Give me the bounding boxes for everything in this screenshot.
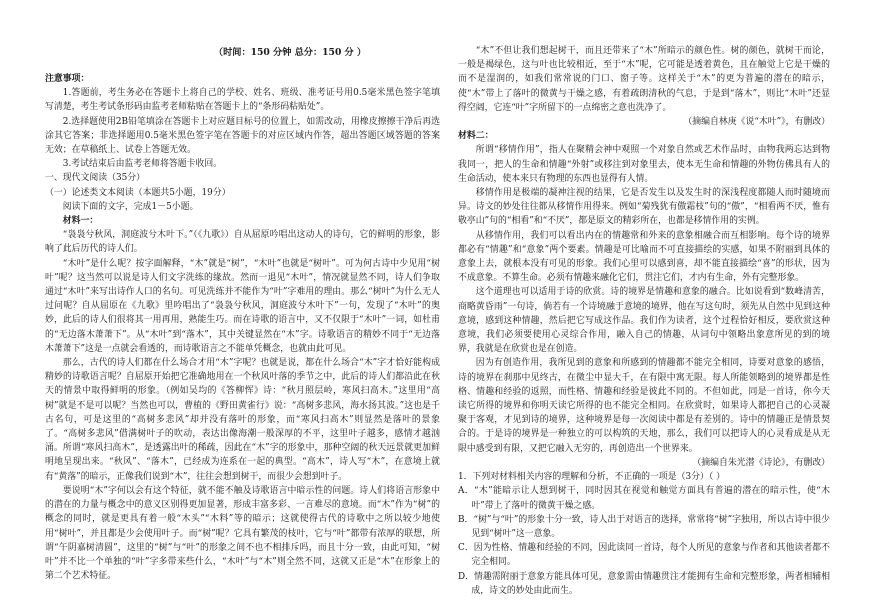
notice-item: 2.选择题使用2B铅笔填涂在答题卡上对应题目标号的位置上，如需改动，用橡皮擦擦干净后再选涂其它答案；非选择题用0.5毫米黑色签字笔在答题卡的对应区域内作答，超出答题区域答题的答案无效；在草稿纸上、试卷上答题无效。 — [45, 116, 440, 156]
article-paragraph: “木”不但让我们想起树干，而且还带来了“木”所暗示的颜色性。树的颜色，就树干而论，一般是褐绿色，这与叶也比较相近，至于“木”呢，它可能是透着黄色，且在触觉上它是干燥的而不是湿润的，如我们常常说的门口、窗子等。这样关于“木”的更为普遍的潜在的暗示，使“木”带上了落叶的微黄与干燥之感，有着疏朗清秋的气息，于是到“落木”，则比“木叶”还显得空阔，它连“叶”字所留下的一点绵密之意也洗净了。 — [458, 46, 830, 113]
article-paragraph: 从移情作用，我们可以看出内在的情趣常和外来的意象相融合而互相影响。每个诗的境界都必有“情趣”和“意象”两个要素。情趣是可比喻而不可直接描绘的实感，如果不附丽到具体的意象上去，就根本没有可见的形象。我们心里可以感到喜，却不能直接描绘“喜”的形状，因为不成意象。不算生命。必须有情趣来融化它们，贯注它们，才内有生命，外有完整形象。 — [458, 230, 830, 284]
article-paragraph: 移情作用是极端的凝神注视的结果，它是否发生以及发生时的深浅程度都随人而时随境而异。诗文的妙处往往都从移情作用得来。例如“菊残犹有傲霜枝”句的“傲”，“相看两不厌，惟有敬亭山”句的“相看”和“不厌”，都是原文的精彩所在，也都是移情作用的实例。 — [458, 188, 830, 227]
notice-title: 注意事项： — [45, 74, 90, 84]
article-paragraph: 那么，古代的诗人们都在什么场合才用“木”字呢？也就是说，都在什么场合“木”字才恰好能构成精妙的诗歌语言呢？自屈原开始把它准确地用在一个秋风叶落的季节之中，此后的诗人们都沿此在秋天的情景中取得鲜明的形象。（例如吴均的《答柳恽》诗：“秋月照层岭，寒风扫高木。”这里用“高树”就是不是可以呢？当然也可以，曹植的《野田黄雀行》说：“高树多悲风，海水扬其波。”这也是千古名句，可是这里的“高树多悲风”却并没有落叶的形象，而“寒风扫高木”则显然是落叶的景象了。“高树多悲风”借满树叶子的吹动，表达出像海潮一般深厚的不平，这里叶子越多，感情才越汹涌。所谓“寒风扫高木”，是透露出叶的稀疏，因此在“木”字的形象中，那种空阔的秋天远景就更加鲜明地呈现出来。“秋风”、“落木”，已经成为连系在一起的典型。“高木”，诗人写“木”，在意境上就有“黄落”的暗示，正像我们说到“木”，往往会想到树干，而很少会想到叶子。 — [45, 358, 440, 482]
notice-item: 3.考试结束后由监考老师将答题卡收回。 — [62, 159, 223, 170]
left-column — [45, 72, 440, 583]
time-score-line: （时间：150 分钟 总分：150 分 ） — [213, 47, 367, 58]
subsection-title: （一）论述类文本阅读（本题共5小题，19分） — [45, 187, 231, 198]
right-column — [458, 44, 830, 598]
article-paragraph: “袅袅兮秋风，洞庭波兮木叶下。”（《九歌》）自从屈原吟唱出这动人的诗句，它的鲜明的形象，影响了此后历代的诗人们。 — [45, 230, 440, 255]
option-a: A．“木”能暗示让人想到树干，同时因其在视觉和触觉方面具有普遍的潜在的暗示性，使“木叶”带上了落叶的微黄干燥之感。 — [458, 486, 830, 511]
option-d: D．情趣需附丽于意象方能具体可见，意象需由情趣贯注才能拥有生命和完整形象，两者相辅相成，诗文的妙处由此而生。 — [458, 571, 830, 596]
article-paragraph: 因为有创造作用，我所见到的意象和所感到的情趣都不能完全相同，诗要对意象的感悟，诗的境界在刹那中见终古，在微尘中显大千，在有限中寓无限。每人所能领略到的境界都是性格、情趣和经验的返照，而性格、情趣和经验是彼此不同的。不但如此，同是一首诗，你今天读它所得的境界和你明天读它所得的也不能完全相同。在欣赏时，如果诗人都把自己的心灵凝聚于客观，才见到诗的境界，这种境界是每一次阅读中都是有差别的。诗中的情趣正是情景契合的。于是诗的境界是一种独立的可以构筑的天地，那么，我们可以把诗人的心灵看成是从无限中感受到有限，又把它融入无穷的，再创造出一个世界来。 — [458, 358, 830, 454]
section-title: 一、现代文阅读（35分） — [45, 173, 146, 184]
article-paragraph: 要说明“木”字何以会有这个特征，就不能不触及诗歌语言中暗示性的问题。诗人们将语言形象中的潜在的力量与概念中的意义区别得更加显著，形成丰富多彩、一言难尽的意境。而“木”作为“树”的概念的同时，就是更具有着一般“木头”“木料”等的暗示；这就使得古代的诗歌中之所以较少地使用“树叶”，并且都是少会使用叶子。而“树”呢？它具有繁茂的枝叶，它与“叶”都带有浓厚的联想，所谓“午阴嘉树清圆”，这里的“树”与“叶”的形象之间不也不相排斥吗，而且十分一致，由此可知，“树叶”并不比一个单独的“叶”字多带来些什么，“木叶”与“木”则全然不同，这就又正是“木”在形象上的第二个艺术特征。 — [45, 485, 440, 582]
question-stem: 1．下列对材料相关内容的理解和分析，不正确的一项是（3分）（ ） — [458, 472, 726, 483]
article-paragraph: “木叶”是什么呢？按字面解释，“木”就是“树”，“木叶”也就是“树叶”。可为何古诗中少见用“树叶”呢？这当然可以说是诗人们文字洗练的缘故。然而一退见“木叶”，情况就显然不同，诗人们争取通过“木叶”来写出诗作人口的名句。可见洗练并不能作为“叶”字难用的理由。那么“树叶”为什么无人过问呢？自从屈原在《九歌》里吟唱出了“袅袅兮秋风，洞庭波兮木叶下”一句，发现了“木叶”的奥妙，此后的诗人们很将其一用再用，熟能生巧。而在诗歌的语言中，又不仅限于“木叶”一词，如杜甫的“无边落木萧萧下”。从“木叶”到“落木”，其中关键显然在“木”字。诗歌语言的精妙不同于“无边落木萧萧下”这是一点就会看透的，而诗歌语言之不能单凭概念，也就由此可见。 — [45, 258, 440, 354]
material1-title: 材料一： — [62, 216, 99, 227]
instruction: 阅读下面的文字，完成1－5小题。 — [62, 201, 199, 212]
option-c: C．因为性格、情趣和经验的不同，因此读同一首诗，每个人所见的意象与作者和其他读者都不完全相同。 — [458, 543, 830, 568]
article-paragraph: 所谓“移情作用”，指人在聚精会神中观照一个对象自然或艺术作品时，由物我两忘达到物我同一，把人的生命和情趣“外射”或移注到对象里去，使本无生命和情趣的外物仿佛具有人的生命活动，使本来只有物理的东西也显得有人情。 — [458, 145, 830, 184]
notice-item: 1.答题前，考生务必在答题卡上将自己的学校、姓名、班级、准考证号用0.5毫米黑色签字笔填写清楚，考生考试条形码由监考老师粘贴在答题卡上的“条形码粘贴处”。 — [45, 88, 440, 113]
article-paragraph: 这个道理也可以适用于诗的欣赏。诗的境界是情趣和意象的融合。比如说看到“数峰清苦，商略黄昏雨”一句诗，倘若有一个诗境融于意境的境界，他在写这句时，须先从自然中见到这种意境，感到这种情趣，然后把它写成这作品。我们作为读者，这个过程恰好相反，要欣赏这种意境，我们必须要使用心灵综合作用，融入自己的情趣，从词句中领略出象意所见的到的境界，我就是在欣赏也是在创造。 — [458, 287, 830, 355]
option-b: B．“树”与“叶”的形象十分一致，诗人出于对语言的选择，常常将“树”字独用，所以古诗中很少见到“树叶”这一意象。 — [458, 514, 830, 539]
source-citation: （摘编自林庚《说“木叶”》，有删改） — [683, 117, 830, 128]
material2-title: 材料二： — [458, 131, 494, 142]
source-citation: （摘编自朱光潜《诗论》，有删改） — [692, 457, 830, 468]
